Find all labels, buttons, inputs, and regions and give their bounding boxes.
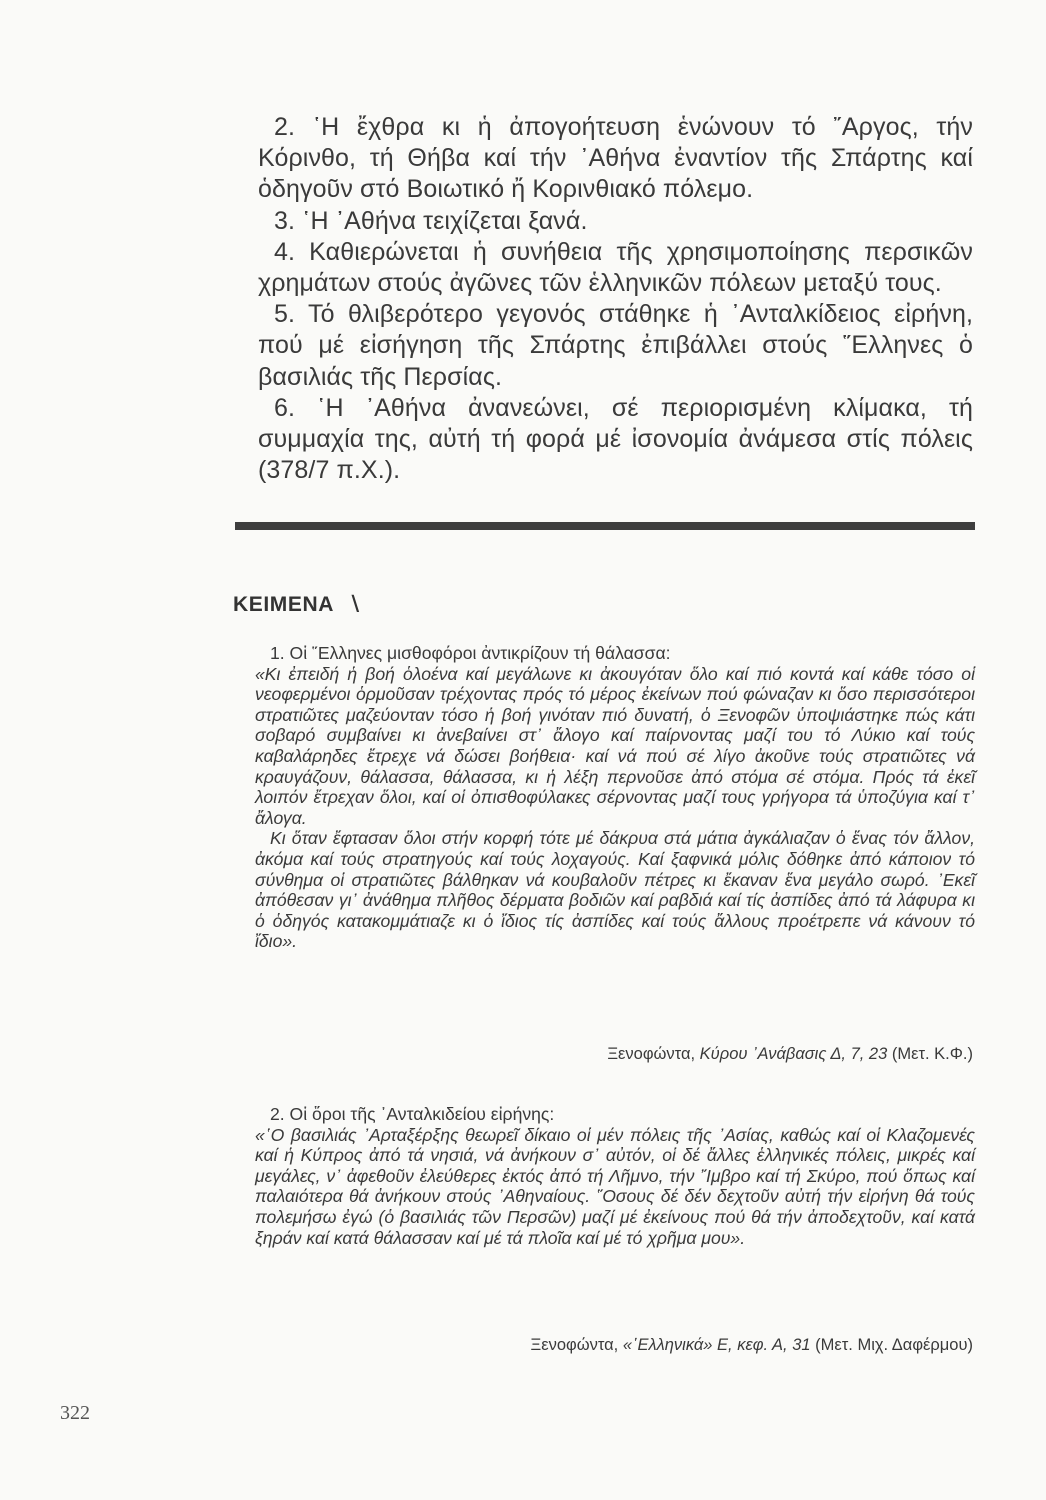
summary-list — [258, 112, 973, 486]
excerpt-2-source — [530, 1336, 973, 1355]
page-number: 322 — [60, 1402, 90, 1424]
source-author: Ξενοφώντα, — [607, 1045, 696, 1063]
heading-mark: ∖ — [348, 593, 364, 616]
section-divider — [235, 522, 975, 530]
source-author: Ξενοφώντα, — [530, 1336, 619, 1354]
source-work: «῾Ελληνικά» Ε, κεφ. Α, 31 — [622, 1336, 811, 1354]
excerpt-1-source — [607, 1045, 973, 1064]
list-item: 6. ῾Η ᾿Αθήνα ἀνανεώνει, σέ περιορισμένη κλίμακα, τή συμμαχία της, αὐτή τή φορά μέ ἰσονομία ἀνάμεσα στίς πόλεις (378/7 π.Χ.). — [258, 393, 973, 485]
excerpt-2-intro: 2. Οἱ ὅροι τῆς ᾿Ανταλκιδείου εἰρήνης: — [270, 1104, 555, 1124]
excerpt-2-paragraph-1: «῾Ο βασιλιάς ᾿Αρταξέρξης θεωρεῖ δίκαιο οἱ μέν πόλεις τῆς ᾿Ασίας, καθώς καί οἱ Κλαζομενές καί ἡ Κύπρος ἀπό τά νησιά, νά ἀνήκουν σ᾿ αὐτόν, οἱ δέ ἄλλες ἑλληνικές πόλεις, μικρές καί μεγάλες, ν᾿ ἀφεθοῦν ἐλεύθερες ἐκτός ἀπό τή Λῆμνο, τήν ῎Ιμβρο καί τή Σκύρο, πού ὅπως καί παλαιότερα θά ἀνήκουν στούς ᾿Αθηναίους. ῞Οσους δέ δέν δεχτοῦν αὐτή τήν εἰρήνη θά τούς πολεμήσω ἐγώ (ὁ βασιλιάς τῶν Περσῶν) μαζί μέ ἐκείνους πού θά τήν ἀποδεχτοῦν, καί κατά ξηράν καί κατά θάλασσαν καί μέ τά πλοῖα καί μέ τό χρῆμα μου». — [255, 1124, 975, 1248]
source-note: (Μετ. Κ.Φ.) — [891, 1045, 973, 1063]
list-item: 4. Καθιερώνεται ἡ συνήθεια τῆς χρησιμοποίησης περσικῶν χρημάτων στούς ἀγῶνες τῶν ἑλληνικῶν πόλεων μεταξύ τους. — [258, 237, 973, 298]
list-item: 2. ῾Η ἔχθρα κι ἡ ἀπογοήτευση ἑνώνουν τό ῎Αργος, τήν Κόρινθο, τή Θήβα καί τήν ᾿Αθήνα ἐναντίον τῆς Σπάρτης καί ὁδηγοῦν στό Βοιωτικό ἤ Κορινθιακό πόλεμο. — [258, 113, 973, 204]
section-heading — [233, 592, 363, 617]
list-item: 3. ῾Η ᾿Αθήνα τειχίζεται ξανά. — [274, 206, 588, 235]
excerpt-1-paragraph-2: Κι ὅταν ἔφτασαν ὅλοι στήν κορφή τότε μέ δάκρυα στά μάτια ἀγκάλιαζαν ὁ ἕνας τόν ἄλλον, ἀκόμα καί τούς στρατηγούς καί τούς λοχαγούς. Καί ξαφνικά μόλις δόθηκε ἀπό κάποιον τό σύνθημα οἱ στρατιῶτες βάλθηκαν νά κουβαλοῦν πέτρες κι ἔκαναν ἕνα μεγάλο σωρό. ᾿Εκεῖ ἀπόθεσαν γι᾿ ἀνάθημα πλῆθος δέρματα βοδιῶν καί ραβδιά καί τίς ἀσπίδες ἀπό τά λάφυρα κι ὁ ὁδηγός κατακομμάτιαζε κι ὁ ἴδιος τίς ἀσπίδες καί τούς ἄλλους προέτρεπε νά κάνουν τό ἴδιο». — [255, 828, 975, 952]
text-excerpt-2 — [255, 1104, 975, 1248]
excerpt-1-paragraph-1: «Κι ἐπειδή ἡ βοή ὁλοένα καί μεγάλωνε κι ἀκουγόταν ὅλο καί πιό κοντά καί κάθε τόσο οἱ νεοφερμένοι ὁρμοῦσαν τρέχοντας πρός τό μέρος ἐκείνων πού φώναζαν κι ὅσο περισσότεροι στρατιῶτες μαζεύονταν τόσο ἡ βοή γινόταν πιό δυνατή, ὁ Ξενοφῶν ὑποψιάστηκε πώς κάτι σοβαρό συμβαίνει κι ἀνεβαίνει στ᾿ ἄλογο καί παίρνοντας μαζί του τό Λύκιο καί τούς καβαλάρηδες ἔτρεχε νά δώσει βοήθεια· καί νά πού σέ λίγο ἀκοῦνε τούς στρατιῶτες νά κραυγάζουν, θάλασσα, θάλασσα, κι ἡ λέξη περνοῦσε ἀπό στόμα σέ στόμα. Πρός τά ἐκεῖ λοιπόν ἔτρεχαν ὅλοι, καί οἱ ὀπισθοφύλακες σέρνοντας μαζί τους γρήγορα τά ὑποζύγια καί τ᾿ ἄλογα. — [255, 663, 975, 828]
source-work: Κύρου ᾿Ανάβασις Δ, 7, 23 — [699, 1045, 888, 1063]
section-heading-text: ΚΕΙΜΕΝΑ — [233, 593, 335, 616]
source-note: (Μετ. Μιχ. Δαφέρμου) — [815, 1336, 973, 1354]
excerpt-1-intro: 1. Οἱ ῞Ελληνες μισθοφόροι ἀντικρίζουν τή θάλασσα: — [270, 643, 671, 663]
list-item: 5. Τό θλιβερότερο γεγονός στάθηκε ἡ ᾿Ανταλκίδειος εἰρήνη, πού μέ εἰσήγηση τῆς Σπάρτης ἐπιβάλλει στούς ῞Ελληνες ὁ βασιλιάς τῆς Περσίας. — [258, 300, 973, 391]
text-excerpt-1 — [255, 643, 975, 952]
